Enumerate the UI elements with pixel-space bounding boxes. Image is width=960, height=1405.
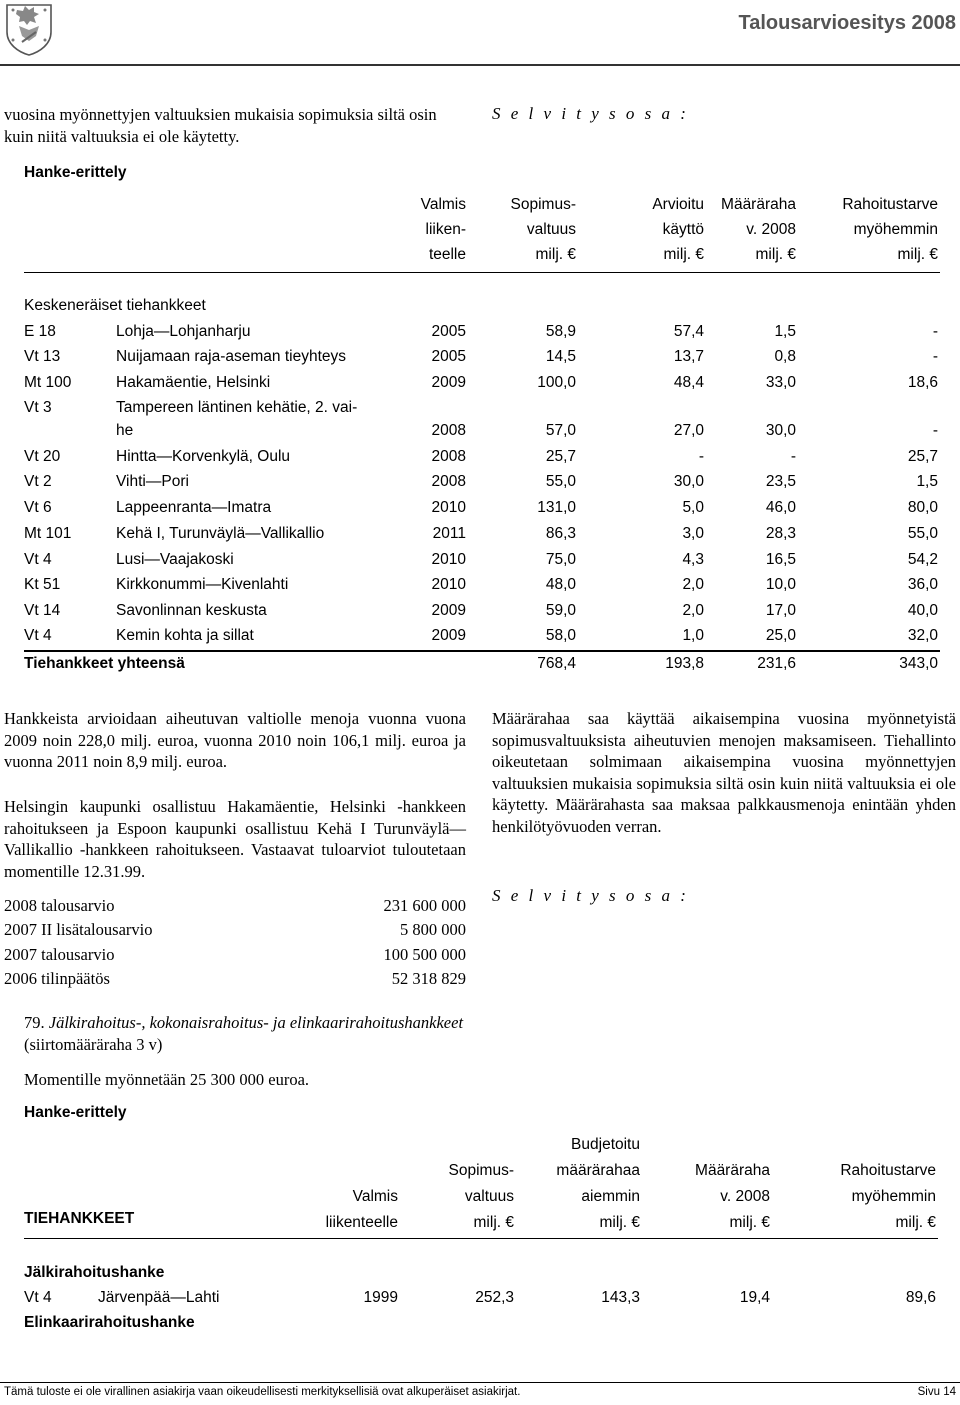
footer-rule [0, 1382, 960, 1383]
section-79-title: 79. Jälkirahoitus-, kokonaisrahoitus- ja elinkaarirahoitushankkeet (siirtomääräraha 3 v) [24, 1013, 464, 1054]
t2-col-valmis-header: Valmis liikenteelle [325, 1188, 398, 1231]
top-left-text: vuosina myönnettyjen valtuuksien mukaisia sopimuksia siltä osin kuin niitä valtuuksia ei ole käytetty. [4, 105, 437, 146]
budget-row: 2008 talousarvio 231 600 000 [4, 896, 466, 915]
t2-col-sopimus-header: Sopimus- valtuus milj. € [448, 1162, 514, 1231]
right-paragraph-1: Määrärahaa saa käyttää aikaisempina vuosina myönnetyistä sopimusvaltuuksista aiheutuvien menojen maksamiseen. Tiehallinto oikeutetaan solmimaan aikaisempina vuosina myönnettyjen valtuuksien mukaisia sopimuksia siltä osin kuin niitä valtuuksia ei ole käytetty. Määrärahasta saa maksaa palkkausmenoja enintään yhden henkilötyövuoden verran. [492, 709, 956, 836]
t2-col-rahoitustarve-header: Rahoitustarve myöhemmin milj. € [840, 1162, 936, 1231]
table-row: Vt 14 Savonlinnan keskusta 2009 59,0 2,0 17,0 40,0 [24, 602, 938, 619]
t1-col-sopimus-header: Sopimus- valtuus milj. € [510, 196, 576, 263]
table-row: Mt 101 Kehä I, Turunväylä—Vallikallio 2011 86,3 3,0 28,3 55,0 [24, 525, 938, 542]
t1-header-rule [24, 272, 940, 273]
t2-col-budjetoitu-header: Budjetoitu määrärahaa aiemmin milj. € [556, 1136, 640, 1231]
table-row: Vt 20 Hintta—Korvenkylä, Oulu 2008 25,7 - - 25,7 [24, 448, 938, 465]
t2-header-rule [24, 1238, 938, 1239]
table1-title: Hanke-erittely [24, 164, 127, 181]
page-number: Sivu 14 [917, 1386, 956, 1398]
t2-group-2: Elinkaarirahoitushanke [24, 1314, 195, 1331]
document-title: Talousarvioesitys 2008 [738, 12, 956, 34]
t1-col-arvioitu-header: Arvioitu käyttö milj. € [652, 196, 704, 263]
t1-col-rahoitustarve-header: Rahoitustarve myöhemmin milj. € [842, 196, 938, 263]
table-row: Kt 51 Kirkkonummi—Kivenlahti 2010 48,0 2,0 10,0 36,0 [24, 576, 938, 593]
t1-col-maararaha-header: Määräraha v. 2008 milj. € [721, 196, 796, 263]
t1-total-rule [24, 650, 940, 652]
table-row: Vt 3 Tampereen läntinen kehätie, 2. vai- he 2008 57,0 27,0 30,0 - [24, 399, 938, 439]
right-heading: S e l v i t y s o s a : [492, 886, 689, 905]
table-row: Vt 4 Lusi—Vaajakoski 2010 75,0 4,3 16,5 54,2 [24, 551, 938, 568]
coat-of-arms-icon [4, 2, 54, 56]
t1-col-valmis-header: Valmis liiken- teelle [420, 196, 466, 263]
table-row: Vt 6 Lappeenranta—Imatra 2010 131,0 5,0 46,0 80,0 [24, 499, 938, 516]
budget-row: 2007 talousarvio 100 500 000 [4, 945, 466, 964]
t2-group-1: Jälkirahoitushanke [24, 1264, 165, 1281]
t2-col-maararaha-header: Määräraha v. 2008 milj. € [695, 1162, 770, 1231]
top-right-heading: S e l v i t y s o s a : [492, 104, 689, 123]
left-paragraph-2: Helsingin kaupunki osallistuu Hakamäentie, Helsinki -hankkeen rahoitukseen ja Espoon kaupunki osallistuu Kehä I Turunväylä—Vallikallio -hankkeen rahoitukseen. Vastaavat tuloarviot tuloutetaan momentille 12.31.99. [4, 797, 466, 881]
header-rule [0, 64, 960, 66]
budget-row: 2007 II lisätalousarvio 5 800 000 [4, 920, 466, 939]
table-row: Vt 4 Järvenpää—Lahti 1999 252,3 143,3 19,4 89,6 [24, 1289, 936, 1306]
table2-title: Hanke-erittely [24, 1104, 127, 1121]
footer-disclaimer: Tämä tuloste ei ole virallinen asiakirja vaan oikeudellisesti merkityksellisiä ovat alkuperäiset asiakirjat. [4, 1386, 521, 1398]
table-row: Vt 2 Vihti—Pori 2008 55,0 30,0 23,5 1,5 [24, 473, 938, 490]
t1-group-label: Keskeneräiset tiehankkeet [24, 297, 206, 314]
table-row: Mt 100 Hakamäentie, Helsinki 2009 100,0 48,4 33,0 18,6 [24, 374, 938, 391]
budget-row: 2006 tilinpäätös 52 318 829 [4, 969, 466, 988]
t2-first-header: TIEHANKKEET [24, 1210, 135, 1227]
table-row: Vt 13 Nuijamaan raja-aseman tieyhteys 2005 14,5 13,7 0,8 - [24, 348, 938, 365]
left-paragraph-1: Hankkeista arvioidaan aiheutuvan valtiolle menoja vuonna vuona 2009 noin 228,0 milj. euroa, vuonna 2010 noin 106,1 milj. euroa ja vuonna 2011 noin 8,9 milj. euroa. [4, 709, 466, 771]
t1-total-row: Tiehankkeet yhteensä 768,4 193,8 231,6 343,0 [24, 655, 938, 672]
table-row: Vt 4 Kemin kohta ja sillat 2009 58,0 1,0 25,0 32,0 [24, 627, 938, 644]
table-row: E 18 Lohja—Lohjanharju 2005 58,9 57,4 1,5 - [24, 323, 938, 340]
section-79-grant: Momentille myönnetään 25 300 000 euroa. [24, 1070, 310, 1089]
